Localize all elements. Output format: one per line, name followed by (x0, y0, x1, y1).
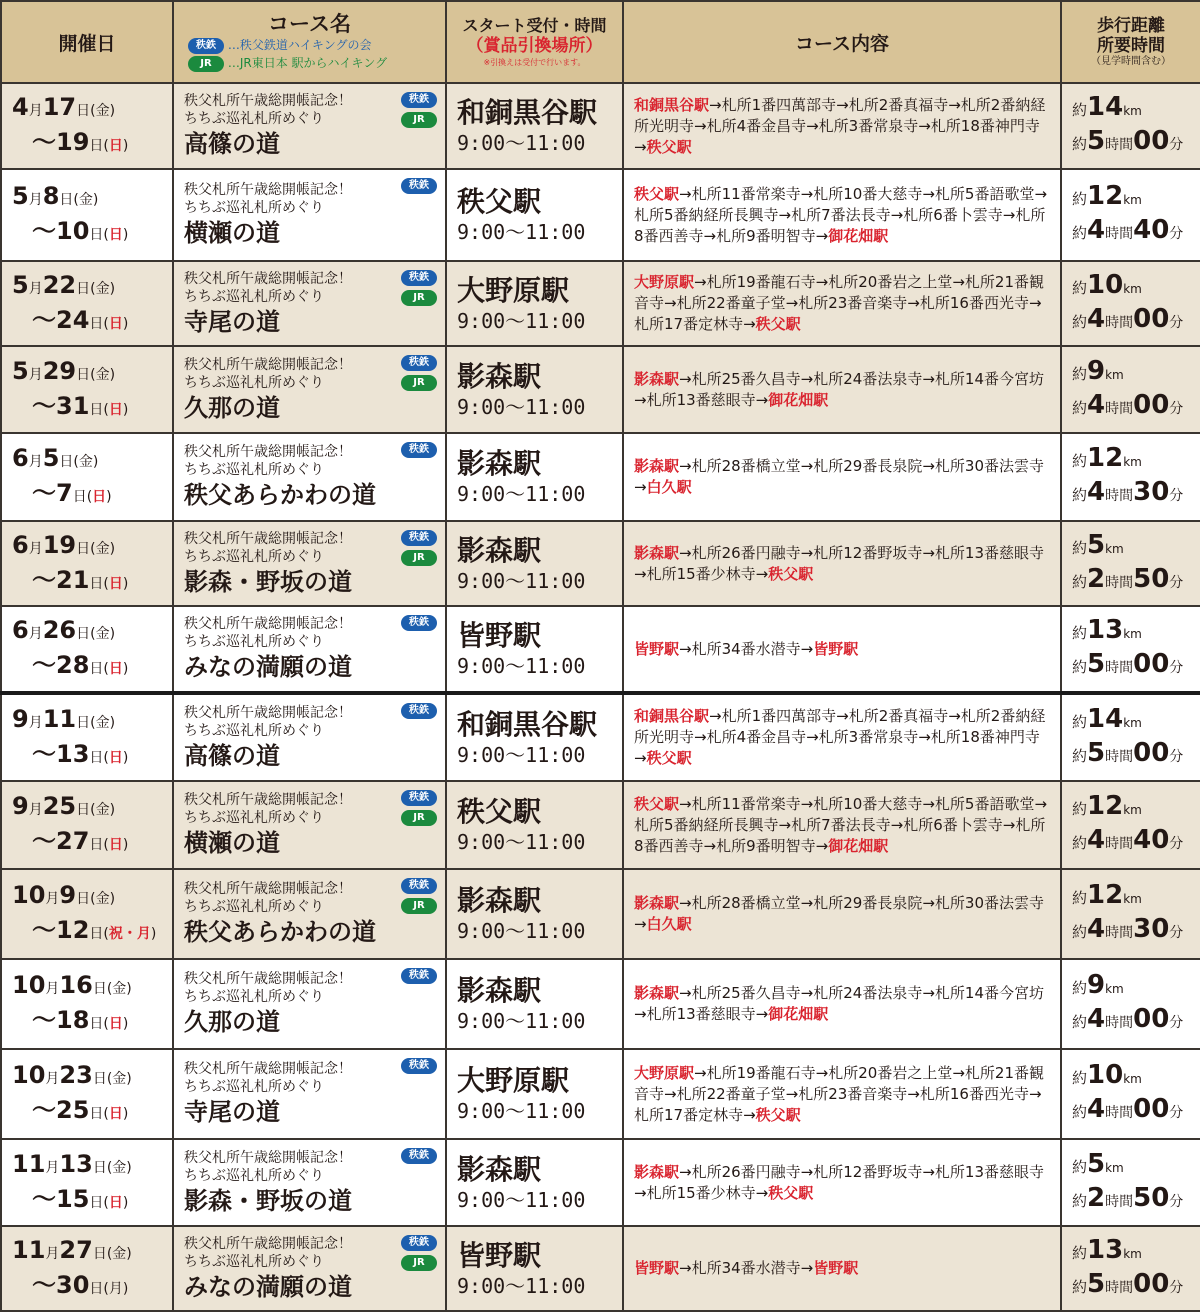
course-name: みなの満願の道 (184, 653, 352, 681)
organizer-badges (401, 92, 437, 128)
start-station: 和銅黒谷駅 (457, 96, 598, 129)
start-cell (446, 521, 623, 606)
route-station: 大野原駅 (634, 273, 695, 291)
header-distance (1061, 1, 1200, 83)
distance-cell: 約9km 約4時間00分 (1061, 346, 1200, 433)
distance-cell: 約13km 約5時間00分 (1061, 1226, 1200, 1311)
course-subtitle-2: ちちぶ巡礼札所めぐり (184, 462, 324, 478)
header-start (446, 1, 623, 83)
route-station: 大野原駅 (634, 1063, 695, 1082)
start-cell (446, 83, 623, 169)
route-station: 御花畑駅 (768, 390, 829, 409)
course-cell (173, 959, 446, 1049)
course-subtitle: 秩父札所午歳総開帳記念！ (184, 182, 352, 198)
chichitetsu-badge-icon: 秩鉄 (401, 1148, 437, 1164)
route-cell (623, 169, 1061, 261)
route-cell (623, 346, 1061, 433)
table-row (1, 346, 1200, 433)
date-cell: 11月27日(金) ～30日(月) (1, 1226, 173, 1311)
chichitetsu-badge-icon: 秩鉄 (401, 703, 437, 719)
table-row (1, 1049, 1200, 1139)
course-subtitle: 秩父札所午歳総開帳記念！ (184, 93, 352, 109)
date-cell: 10月16日(金) ～18日(日) (1, 959, 173, 1049)
date-cell: 6月5日(金) ～7日(日) (1, 433, 173, 521)
jr-badge-icon: JR (401, 290, 437, 306)
start-time: 9:00～11:00 (457, 220, 586, 244)
table-row (1, 781, 1200, 869)
jr-badge-icon: JR (401, 1255, 437, 1271)
date-cell: 6月19日(金) ～21日(日) (1, 521, 173, 606)
start-station: 秩父駅 (457, 185, 542, 218)
route-station: 和銅黒谷駅 (634, 707, 710, 725)
distance-cell: 約12km 約4時間30分 (1061, 433, 1200, 521)
start-station: 影森駅 (457, 974, 542, 1007)
route-station: 皆野駅 (634, 639, 680, 658)
course-subtitle: 秩父札所午歳総開帳記念！ (184, 616, 352, 632)
course-name: 影森・野坂の道 (184, 1186, 352, 1215)
course-subtitle-2: ちちぶ巡礼札所めぐり (184, 634, 324, 650)
start-station: 秩父駅 (457, 795, 542, 828)
route-station: 皆野駅 (813, 1259, 859, 1277)
route-station: 影森駅 (634, 894, 680, 912)
header-content: コース内容 (623, 1, 1061, 83)
date-cell: 10月9日(金) ～12日(祝・月) (1, 869, 173, 959)
route-cell (623, 693, 1061, 781)
route-station: 影森駅 (634, 457, 680, 475)
route-stops: →札所1番四萬部寺→札所2番真福寺→札所2番納経所光明寺→札所4番金昌寺→札所3番常泉寺→札所18番神門寺→ (634, 707, 1046, 767)
course-cell (173, 433, 446, 521)
route-station: 秩父駅 (755, 1105, 801, 1124)
course-subtitle: 秩父札所午歳総開帳記念！ (184, 444, 352, 460)
header-distance-note: （見学時間含む） (1091, 56, 1171, 67)
course-name: 久那の道 (184, 393, 280, 422)
course-subtitle-2: ちちぶ巡礼札所めぐり (184, 111, 324, 127)
course-cell (173, 781, 446, 869)
distance-cell: 約10km 約4時間00分 (1061, 1049, 1200, 1139)
route-stops: →札所26番円融寺→札所12番野坂寺→札所13番慈眼寺→札所15番少林寺→ (634, 543, 1044, 583)
organizer-badges (401, 442, 437, 458)
course-name: 寺尾の道 (184, 1098, 280, 1126)
header-row (1, 1, 1200, 83)
course-name: 秩父あらかわの道 (184, 481, 376, 509)
course-subtitle-2: ちちぶ巡礼札所めぐり (184, 200, 324, 216)
route-stops: →札所1番四萬部寺→札所2番真福寺→札所2番納経所光明寺→札所4番金昌寺→札所3番常泉寺→札所18番神門寺→ (634, 95, 1046, 156)
start-station: 影森駅 (457, 1152, 542, 1186)
jr-badge-icon: JR (188, 56, 224, 72)
route-station: 御花畑駅 (768, 1005, 829, 1023)
chichitetsu-badge-icon: 秩鉄 (401, 442, 437, 458)
course-subtitle: 秩父札所午歳総開帳記念！ (184, 971, 352, 987)
chichitetsu-badge-icon: 秩鉄 (401, 1058, 437, 1074)
course-subtitle: 秩父札所午歳総開帳記念！ (184, 792, 352, 808)
table-row (1, 433, 1200, 521)
date-cell: 5月29日(金) ～31日(日) (1, 346, 173, 433)
start-time: 9:00～11:00 (457, 1009, 586, 1033)
start-cell (446, 959, 623, 1049)
table-row (1, 261, 1200, 346)
distance-cell: 約9km 約4時間00分 (1061, 959, 1200, 1049)
course-subtitle-2: ちちぶ巡礼札所めぐり (184, 374, 324, 391)
route-cell (623, 781, 1061, 869)
route-station: 影森駅 (634, 984, 680, 1002)
route-station: 影森駅 (634, 369, 680, 388)
table-row (1, 693, 1200, 781)
header-start-title: スタート受付・時間 (462, 16, 607, 35)
chichitetsu-badge-icon: 秩鉄 (401, 968, 437, 984)
route-stops: →札所34番水潜寺→ (679, 1259, 814, 1277)
start-time: 9:00～11:00 (457, 1273, 586, 1298)
organizer-badges (401, 790, 437, 826)
start-station: 大野原駅 (457, 273, 570, 307)
route-station: 白久駅 (646, 478, 692, 496)
route-stops: →札所26番円融寺→札所12番野坂寺→札所13番慈眼寺→札所15番少林寺→ (634, 1162, 1044, 1202)
organizer-badges (401, 703, 437, 719)
date-cell: 11月13日(金) ～15日(日) (1, 1139, 173, 1226)
course-subtitle-2: ちちぶ巡礼札所めぐり (184, 1079, 324, 1095)
start-cell (446, 1226, 623, 1311)
course-cell (173, 869, 446, 959)
route-cell (623, 521, 1061, 606)
table-row (1, 169, 1200, 261)
date-cell: 9月25日(金) ～27日(日) (1, 781, 173, 869)
chichitetsu-badge-icon: 秩鉄 (401, 178, 437, 194)
start-time: 9:00～11:00 (457, 919, 586, 943)
course-subtitle: 秩父札所午歳総開帳記念！ (184, 356, 352, 373)
distance-cell: 約5km 約2時間50分 (1061, 521, 1200, 606)
course-subtitle-2: ちちぶ巡礼札所めぐり (184, 899, 324, 915)
distance-cell: 約12km 約4時間40分 (1061, 781, 1200, 869)
start-cell (446, 781, 623, 869)
start-cell (446, 869, 623, 959)
route-cell (623, 83, 1061, 169)
organizer-badges (401, 615, 437, 631)
chichitetsu-badge-icon: 秩鉄 (401, 355, 437, 371)
course-subtitle-2: ちちぶ巡礼札所めぐり (184, 810, 324, 826)
route-cell (623, 1049, 1061, 1139)
course-cell (173, 521, 446, 606)
date-cell: 9月11日(金) ～13日(日) (1, 693, 173, 781)
course-subtitle-2: ちちぶ巡礼札所めぐり (184, 989, 324, 1005)
course-cell (173, 261, 446, 346)
route-stops: →札所28番橋立堂→札所29番長泉院→札所30番法雲寺→ (634, 457, 1044, 496)
chichitetsu-badge-icon: 秩鉄 (401, 530, 437, 546)
table-row (1, 606, 1200, 693)
organizer-badges (401, 270, 437, 306)
course-cell (173, 83, 446, 169)
start-cell (446, 169, 623, 261)
jr-badge-icon: JR (401, 898, 437, 914)
route-station: 秩父駅 (634, 184, 680, 203)
start-station: 皆野駅 (457, 619, 542, 652)
course-subtitle: 秩父札所午歳総開帳記念！ (184, 1235, 352, 1252)
course-name: みなの満願の道 (184, 1272, 352, 1301)
header-distance-title: 歩行距離 (1097, 16, 1165, 36)
start-time: 9:00～11:00 (457, 654, 586, 678)
route-stops: →札所28番橋立堂→札所29番長泉院→札所30番法雲寺→ (634, 894, 1044, 933)
route-station: 秩父駅 (755, 315, 801, 333)
chichitetsu-badge-icon: 秩鉄 (401, 270, 437, 286)
route-stops: →札所11番常楽寺→札所10番大慈寺→札所5番語歌堂→札所5番納経所長興寺→札所7番法長寺→札所6番卜雲寺→札所8番西善寺→札所9番明智寺→ (634, 794, 1048, 855)
course-subtitle: 秩父札所午歳総開帳記念！ (184, 1061, 352, 1077)
chichitetsu-badge-icon: 秩鉄 (401, 1235, 437, 1251)
distance-cell: 約10km 約4時間00分 (1061, 261, 1200, 346)
start-time: 9:00～11:00 (457, 131, 586, 155)
route-stops: →札所34番水潜寺→ (679, 639, 814, 658)
start-time: 9:00～11:00 (457, 830, 586, 854)
jr-badge-icon: JR (401, 550, 437, 566)
course-subtitle: 秩父札所午歳総開帳記念！ (184, 530, 352, 547)
route-station: 秩父駅 (634, 794, 680, 813)
table-row (1, 959, 1200, 1049)
start-time: 9:00～11:00 (457, 1099, 586, 1123)
course-name: 高篠の道 (184, 130, 280, 158)
route-station: 秩父駅 (768, 564, 814, 583)
route-stops: →札所19番龍石寺→札所20番岩之上堂→札所21番観音寺→札所22番童子堂→札所23番音楽寺→札所16番西光寺→札所17番定林寺→ (634, 1063, 1044, 1124)
course-subtitle-2: ちちぶ巡礼札所めぐり (184, 288, 324, 305)
badge-legend (174, 36, 445, 72)
start-station: 大野原駅 (457, 1064, 570, 1097)
organizer-badges (401, 355, 437, 391)
legend-chichitetsu-text: …秩父鉄道ハイキングの会 (227, 38, 372, 52)
route-station: 秩父駅 (646, 137, 692, 156)
chichitetsu-badge-icon: 秩鉄 (401, 790, 437, 806)
course-cell (173, 606, 446, 693)
route-station: 皆野駅 (634, 1259, 680, 1277)
date-cell: 5月22日(金) ～24日(日) (1, 261, 173, 346)
route-cell (623, 959, 1061, 1049)
start-time: 9:00～11:00 (457, 742, 586, 767)
jr-badge-icon: JR (401, 810, 437, 826)
date-cell: 5月8日(金) ～10日(日) (1, 169, 173, 261)
course-subtitle: 秩父札所午歳総開帳記念！ (184, 704, 352, 721)
course-cell (173, 1139, 446, 1226)
distance-cell: 約14km 約5時間00分 (1061, 83, 1200, 169)
jr-badge-icon: JR (401, 112, 437, 128)
legend-chichitetsu (188, 36, 445, 54)
distance-cell: 約13km 約5時間00分 (1061, 606, 1200, 693)
course-cell (173, 169, 446, 261)
start-cell (446, 606, 623, 693)
route-stops: →札所19番龍石寺→札所20番岩之上堂→札所21番観音寺→札所22番童子堂→札所23番音楽寺→札所16番西光寺→札所17番定林寺→ (634, 273, 1044, 333)
route-station: 秩父駅 (768, 1183, 814, 1202)
chichitetsu-badge-icon: 秩鉄 (188, 38, 224, 54)
course-subtitle-2: ちちぶ巡礼札所めぐり (184, 548, 324, 565)
course-subtitle-2: ちちぶ巡礼札所めぐり (184, 722, 324, 739)
distance-cell: 約14km 約5時間00分 (1061, 693, 1200, 781)
header-course-title: コース名 (268, 12, 351, 36)
course-cell (173, 346, 446, 433)
route-stops: →札所25番久昌寺→札所24番法泉寺→札所14番今宮坊→札所13番慈眼寺→ (634, 369, 1044, 409)
table-row (1, 1226, 1200, 1311)
header-course (173, 1, 446, 83)
course-cell (173, 1049, 446, 1139)
start-station: 影森駅 (457, 359, 542, 393)
start-station: 影森駅 (457, 884, 542, 917)
route-cell (623, 261, 1061, 346)
legend-jr-text: …JR東日本 駅からハイキング (227, 56, 388, 70)
course-name: 影森・野坂の道 (184, 567, 352, 596)
start-time: 9:00～11:00 (457, 568, 586, 593)
course-name: 秩父あらかわの道 (184, 918, 376, 946)
organizer-badges (401, 1148, 437, 1164)
header-start-note: ※引換えは受付で行います。 (483, 58, 586, 67)
organizer-badges (401, 530, 437, 566)
course-subtitle: 秩父札所午歳総開帳記念！ (184, 1149, 352, 1166)
route-station: 御花畑駅 (828, 836, 889, 855)
start-station: 和銅黒谷駅 (457, 707, 598, 741)
route-station: 和銅黒谷駅 (634, 95, 710, 114)
start-time: 9:00～11:00 (457, 482, 586, 506)
course-subtitle-2: ちちぶ巡礼札所めぐり (184, 1167, 324, 1184)
start-station: 影森駅 (457, 533, 542, 567)
header-start-prize: （賞品引換場所） (466, 36, 603, 56)
chichitetsu-badge-icon: 秩鉄 (401, 92, 437, 108)
chichitetsu-badge-icon: 秩鉄 (401, 878, 437, 894)
date-cell: 4月17日(金) ～19日(日) (1, 83, 173, 169)
jr-badge-icon: JR (401, 375, 437, 391)
start-time: 9:00～11:00 (457, 1187, 586, 1212)
distance-cell: 約12km 約4時間30分 (1061, 869, 1200, 959)
route-cell (623, 433, 1061, 521)
organizer-badges (401, 178, 437, 194)
route-station: 影森駅 (634, 1162, 680, 1181)
course-cell (173, 1226, 446, 1311)
course-name: 久那の道 (184, 1008, 280, 1036)
course-subtitle: 秩父札所午歳総開帳記念！ (184, 881, 352, 897)
start-cell (446, 1139, 623, 1226)
start-cell (446, 693, 623, 781)
route-cell (623, 1226, 1061, 1311)
route-stops: →札所25番久昌寺→札所24番法泉寺→札所14番今宮坊→札所13番慈眼寺→ (634, 984, 1044, 1023)
course-name: 高篠の道 (184, 741, 280, 770)
start-cell (446, 346, 623, 433)
course-name: 横瀬の道 (184, 829, 280, 857)
organizer-badges (401, 878, 437, 914)
course-name: 寺尾の道 (184, 307, 280, 336)
start-station: 皆野駅 (457, 1238, 542, 1272)
start-cell (446, 433, 623, 521)
route-cell (623, 869, 1061, 959)
table-row (1, 521, 1200, 606)
legend-jr (188, 54, 445, 72)
schedule-body (1, 83, 1200, 1311)
route-station: 秩父駅 (646, 749, 692, 767)
distance-cell: 約5km 約2時間50分 (1061, 1139, 1200, 1226)
start-cell (446, 261, 623, 346)
route-station: 影森駅 (634, 543, 680, 562)
date-cell: 6月26日(金) ～28日(日) (1, 606, 173, 693)
route-station: 皆野駅 (813, 639, 859, 658)
course-cell (173, 693, 446, 781)
date-cell: 10月23日(金) ～25日(日) (1, 1049, 173, 1139)
table-row (1, 869, 1200, 959)
route-cell (623, 606, 1061, 693)
distance-cell: 約12km 約4時間40分 (1061, 169, 1200, 261)
start-cell (446, 1049, 623, 1139)
route-stops: →札所11番常楽寺→札所10番大慈寺→札所5番語歌堂→札所5番納経所長興寺→札所7番法長寺→札所6番卜雲寺→札所8番西善寺→札所9番明智寺→ (634, 184, 1048, 245)
organizer-badges (401, 1058, 437, 1074)
table-row (1, 83, 1200, 169)
chichitetsu-badge-icon: 秩鉄 (401, 615, 437, 631)
route-station: 白久駅 (646, 915, 692, 933)
organizer-badges (401, 1235, 437, 1271)
start-time: 9:00～11:00 (457, 308, 586, 333)
course-subtitle-2: ちちぶ巡礼札所めぐり (184, 1253, 324, 1270)
start-time: 9:00～11:00 (457, 394, 586, 419)
start-station: 影森駅 (457, 447, 542, 480)
route-station: 御花畑駅 (828, 226, 889, 245)
header-duration-title: 所要時間 (1097, 36, 1165, 56)
route-cell (623, 1139, 1061, 1226)
organizer-badges (401, 968, 437, 984)
course-subtitle: 秩父札所午歳総開帳記念！ (184, 270, 352, 287)
header-date: 開催日 (1, 1, 173, 83)
table-row (1, 1139, 1200, 1226)
course-name: 横瀬の道 (184, 219, 280, 247)
